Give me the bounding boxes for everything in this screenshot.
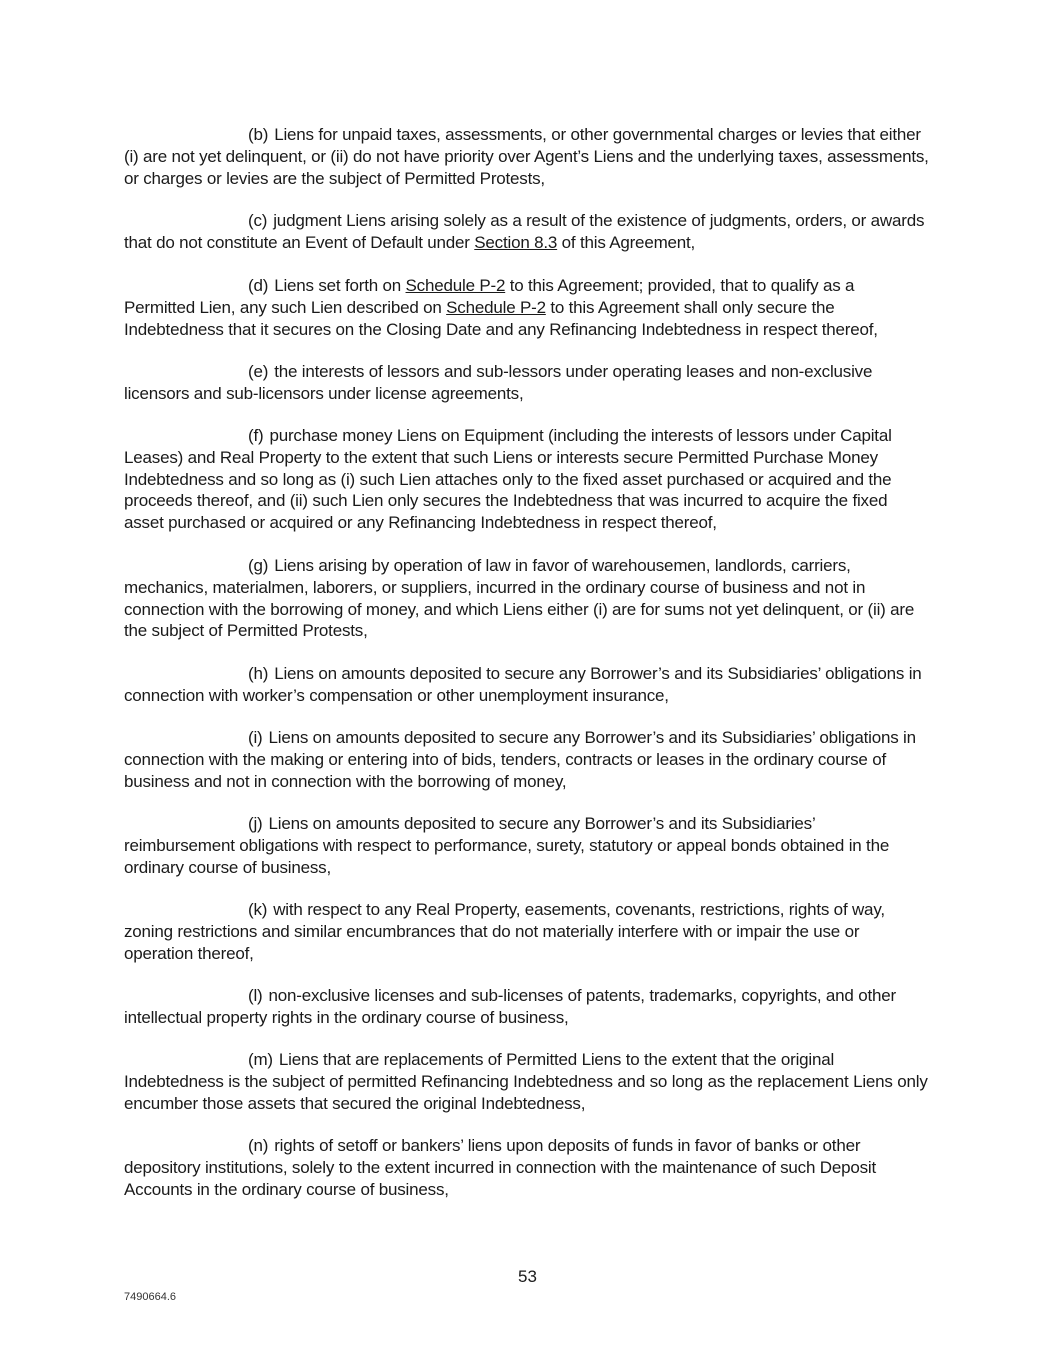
- clause-label: (f): [248, 426, 264, 445]
- clause-h: [124, 663, 929, 707]
- page-number: 53: [518, 1267, 537, 1286]
- clause-c: [124, 210, 929, 254]
- clause-text: to this Agreement; provided, that to qualify as a Permitted Lien, any such Lien described on: [124, 276, 855, 317]
- clause-text: rights of setoff or bankers’ liens upon deposits of funds in favor of banks or other depository institutions, solely to the extent incurred in connection with the maintenance of such Deposit Accounts in the ordinary course of business,: [124, 1136, 876, 1199]
- clause-text: Liens for unpaid taxes, assessments, or other governmental charges or levies that either (i) are not yet delinquent, or (ii) do not have priority over Agent’s Liens and the underlying taxes, assessments, or charges or levies are the subject of Permitted Protests,: [124, 125, 929, 188]
- clause-label: (d): [248, 276, 269, 295]
- clause-label: (h): [248, 664, 269, 683]
- clause-b: [124, 124, 929, 189]
- clause-f: [124, 425, 929, 534]
- clause-text: Liens on amounts deposited to secure any Borrower’s and its Subsidiaries’ obligations in connection with the making or entering into of bids, tenders, contracts or leases in the ordinary course of business and not in connection with the borrowing of money,: [124, 728, 916, 791]
- clause-k: [124, 899, 929, 964]
- clause-label: (i): [248, 728, 263, 747]
- section-reference: Section 8.3: [474, 232, 558, 252]
- document-id: 7490664.6: [124, 1291, 176, 1303]
- clause-label: (c): [248, 211, 268, 230]
- clause-label: (b): [248, 125, 269, 144]
- schedule-reference: Schedule P-2: [446, 297, 546, 317]
- clause-j: [124, 813, 929, 878]
- clause-text: to this Agreement shall only secure the Indebtedness that it secures on the Closing Date and any Refinancing Indebtedness in respect thereof,: [124, 297, 878, 339]
- clause-text: purchase money Liens on Equipment (including the interests of lessors under Capital Leases) and Real Property to the extent that such Liens or interests secure Permitted Purchase Money Indebtedness and so long as (i) such Lien attaches only to the fixed asset purchased or acquired and the proceeds thereof, and (ii) such Lien only secures the Indebtedness that was incurred to acquire the fixed asset purchased or acquired or any Refinancing Indebtedness in respect thereof,: [124, 426, 892, 533]
- clause-text: Liens that are replacements of Permitted Liens to the extent that the original Indebtedness is the subject of permitted Refinancing Indebtedness and so long as the replacement Liens only encumber those assets that secured the original Indebtedness,: [124, 1050, 928, 1113]
- clause-text: non-exclusive licenses and sub-licenses of patents, trademarks, copyrights, and other intellectual property rights in the ordinary course of business,: [124, 986, 896, 1027]
- clause-d: [124, 275, 929, 340]
- clause-text: judgment Liens arising solely as a result of the existence of judgments, orders, or awards that do not constitute an Event of Default under: [124, 211, 925, 252]
- clause-i: [124, 727, 929, 792]
- clause-label: (m): [248, 1050, 273, 1069]
- clause-n: [124, 1135, 929, 1200]
- clause-g: [124, 555, 929, 642]
- clause-text: with respect to any Real Property, easements, covenants, restrictions, rights of way, zoning restrictions and similar encumbrances that do not materially interfere with or impair the use or operation thereof,: [124, 900, 885, 963]
- clause-l: [124, 985, 929, 1029]
- clause-text: of this Agreement,: [557, 232, 696, 252]
- clause-text: Liens on amounts deposited to secure any Borrower’s and its Subsidiaries’ reimbursement obligations with respect to performance, surety, statutory or appeal bonds obtained in the ordinary course of business,: [124, 814, 890, 877]
- clause-m: [124, 1049, 929, 1114]
- clause-text: Liens set forth on: [274, 276, 406, 295]
- clause-text: Liens arising by operation of law in favor of warehousemen, landlords, carriers, mechanics, materialmen, laborers, or suppliers, incurred in the ordinary course of business and not in connection with the borrowing of money, and which Liens either (i) are for sums not yet delinquent, or (ii) are the subject of Permitted Protests,: [124, 556, 915, 641]
- clause-label: (l): [248, 986, 263, 1005]
- clause-label: (n): [248, 1136, 269, 1155]
- schedule-reference: Schedule P-2: [405, 276, 506, 295]
- clause-label: (k): [248, 900, 268, 919]
- clause-e: [124, 361, 929, 405]
- clause-text: the interests of lessors and sub-lessors under operating leases and non-exclusive licensors and sub-licensors under license agreements,: [124, 362, 873, 403]
- clause-label: (j): [248, 814, 263, 833]
- clause-label: (g): [248, 556, 269, 575]
- clause-label: (e): [248, 362, 269, 381]
- clause-text: Liens on amounts deposited to secure any Borrower’s and its Subsidiaries’ obligations in connection with worker’s compensation or other unemployment insurance,: [124, 664, 922, 705]
